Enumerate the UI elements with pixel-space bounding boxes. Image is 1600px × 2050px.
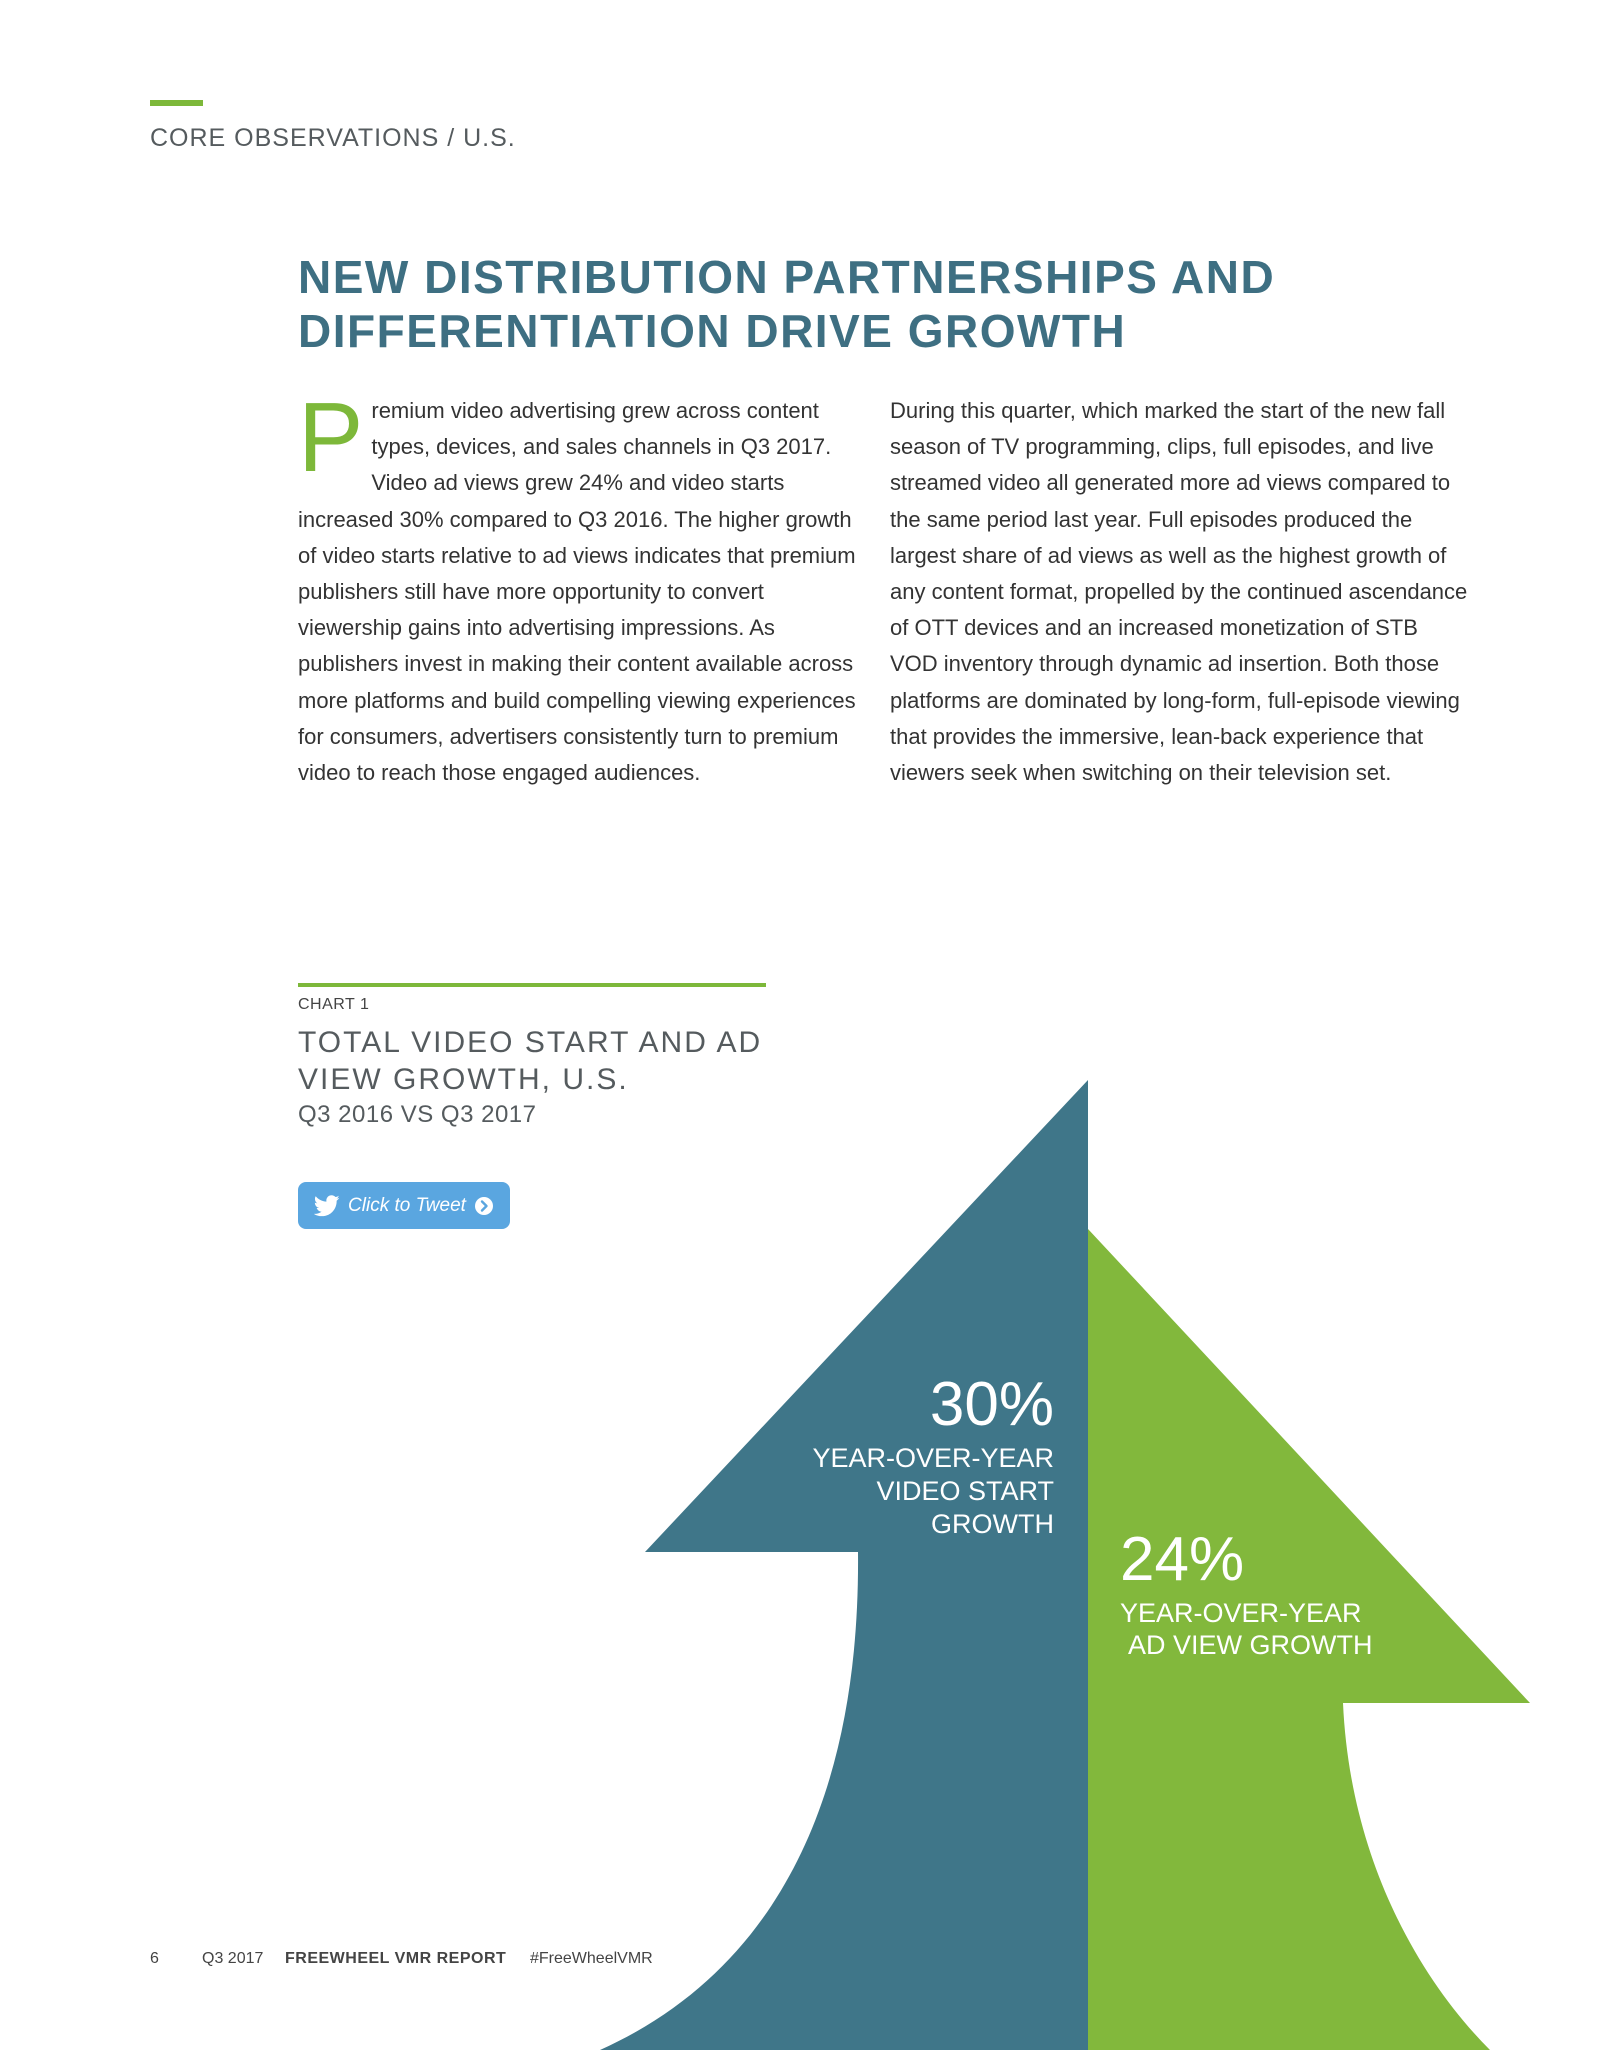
video-start-label-line1: YEAR-OVER-YEAR (812, 1443, 1054, 1473)
video-start-value-label: 30% (929, 1370, 1054, 1439)
tweet-label: Click to Tweet (348, 1194, 466, 1216)
chart-title-line2: VIEW GROWTH, U.S. (298, 1063, 629, 1096)
page-title-line1: NEW DISTRIBUTION PARTNERSHIPS AND (298, 251, 1276, 303)
chart-kicker: CHART 1 (298, 996, 370, 1013)
footer-page-number: 6 (150, 1950, 159, 1967)
body-paragraph-left: remium video advertising grew across content types, devices, and sales channels in Q3 2017. Video ad views grew 24% and video starts increased 30% compared to Q3 2016. The higher growth of video starts relative to ad views indicates that premium publishers still have more opportunity to convert viewership gains into advertising impressions. As publishers invest in making their content available across more platforms and build compelling viewing experiences for consumers, advertisers consistently turn to premium video to reach those engaged audiences. (298, 398, 856, 786)
footer-hashtag: #FreeWheelVMR (530, 1950, 653, 1967)
ad-view-value-label: 24% (1120, 1525, 1245, 1594)
section-label: CORE OBSERVATIONS / U.S. (150, 124, 516, 152)
page-title-line2: DIFFERENTIATION DRIVE GROWTH (298, 305, 1127, 357)
footer-report-name: FREEWHEEL VMR REPORT (285, 1950, 507, 1967)
footer-issue: Q3 2017 (202, 1950, 264, 1967)
ad-view-label-line1: YEAR-OVER-YEAR (1120, 1598, 1362, 1628)
body-paragraph-right: During this quarter, which marked the start of the new fall season of TV programming, clips, full episodes, and live streamed video all generated more ad views compared to the same period last year. Full episodes produced the largest share of ad views as well as the highest growth of any content format, propelled by the continued ascendance of OTT devices and an increased monetization of STB VOD inventory through dynamic ad insertion. Both those platforms are dominated by long-form, full-episode viewing that provides the immersive, lean-back experience that viewers seek when switching on their television set. (890, 398, 1468, 786)
video-start-label-line3: GROWTH (931, 1509, 1054, 1539)
drop-cap: P (298, 382, 364, 492)
chart-title-line1: TOTAL VIDEO START AND AD (298, 1026, 763, 1059)
chart-subtitle: Q3 2016 VS Q3 2017 (298, 1101, 537, 1128)
video-start-label-line2: VIDEO START (876, 1476, 1054, 1506)
video-start-arrow (600, 1080, 1088, 2050)
ad-view-label-line2: AD VIEW GROWTH (1128, 1630, 1373, 1660)
